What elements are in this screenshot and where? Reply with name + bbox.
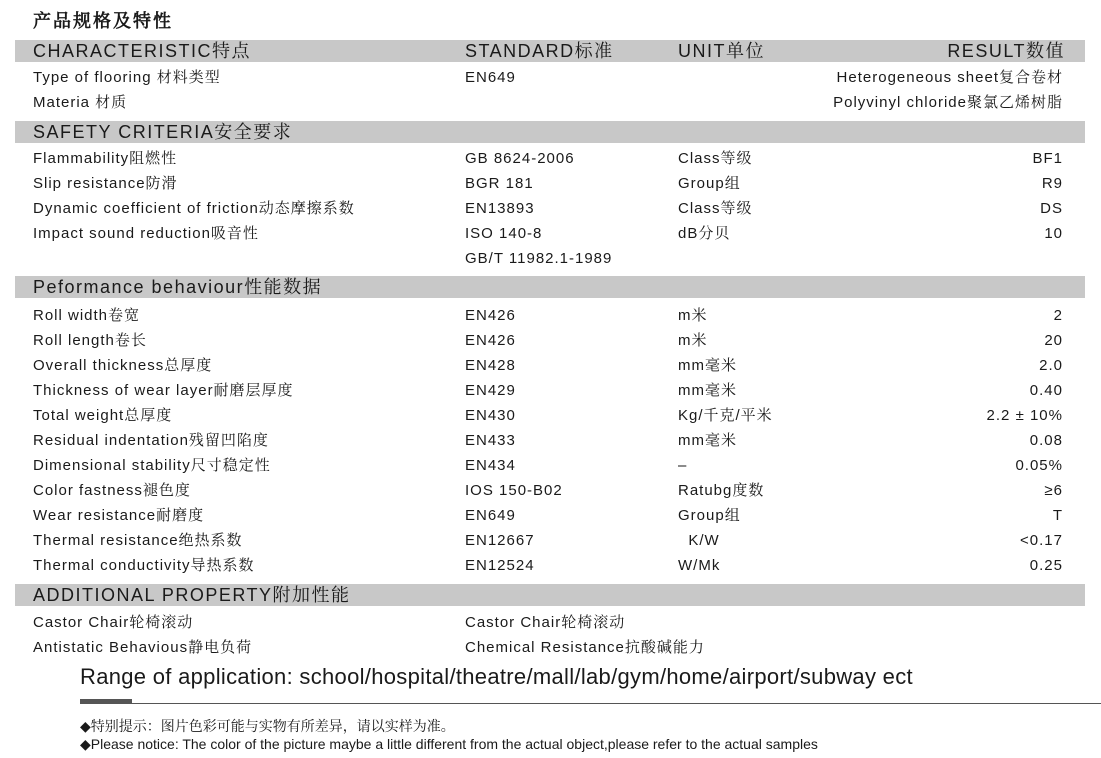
row-result: 2.0 <box>1039 357 1063 374</box>
header-characteristic: CHARACTERISTIC特点 <box>33 41 252 61</box>
additional-left: Castor Chair轮椅滚动 <box>33 614 194 631</box>
row-characteristic: Thickness of wear layer耐磨层厚度 <box>33 382 294 399</box>
row-standard: EN649 <box>465 507 516 524</box>
row-unit: mm毫米 <box>678 357 737 374</box>
row-unit: – <box>678 457 688 474</box>
header-standard: STANDARD标准 <box>465 41 614 61</box>
row-characteristic: Roll length卷长 <box>33 332 147 349</box>
table-row <box>0 328 1101 353</box>
notice-english: ◆Please notice: The color of the picture maybe a little different from the actual object,please refer to the actual samples <box>80 736 818 752</box>
section-title: Peformance behaviour性能数据 <box>33 277 323 297</box>
section-title: ADDITIONAL PROPERTY附加性能 <box>33 585 351 605</box>
table-row <box>0 171 1101 196</box>
row-result: 2.2 ± 10% <box>986 407 1063 424</box>
row-characteristic: Overall thickness总厚度 <box>33 357 213 374</box>
table-row <box>0 428 1101 453</box>
table-row <box>0 503 1101 528</box>
row-result: 0.25 <box>1029 557 1063 574</box>
row-standard: EN434 <box>465 457 516 474</box>
table-row <box>0 610 1101 635</box>
row-standard: IOS 150-B02 <box>465 482 563 499</box>
column-header-bar <box>15 40 1085 62</box>
row-standard: EN12524 <box>465 557 535 574</box>
section-header-safety <box>15 121 1085 143</box>
spec-row-material <box>0 90 1101 115</box>
section-header-additional <box>15 584 1085 606</box>
table-row <box>0 635 1101 660</box>
divider-line <box>80 703 1101 704</box>
row-result: 0.08 <box>1029 432 1063 449</box>
row-standard: EN649 <box>465 69 516 86</box>
row-standard: BGR 181 <box>465 175 534 192</box>
header-result: RESULT数值 <box>947 41 1065 61</box>
row-standard: GB 8624-2006 <box>465 150 575 167</box>
row-standard: EN426 <box>465 332 516 349</box>
table-row <box>0 146 1101 171</box>
row-result: <0.17 <box>1020 532 1063 549</box>
row-result: R9 <box>1041 175 1063 192</box>
table-row <box>0 453 1101 478</box>
row-result: 20 <box>1044 332 1063 349</box>
table-row <box>0 403 1101 428</box>
spec-row-flooring-type <box>0 65 1101 90</box>
row-result: 10 <box>1044 225 1063 242</box>
row-unit: W/Mk <box>678 557 721 574</box>
table-row <box>0 528 1101 553</box>
row-unit: m米 <box>678 307 708 324</box>
row-unit: mm毫米 <box>678 432 737 449</box>
row-unit: mm毫米 <box>678 382 737 399</box>
row-result: 2 <box>1053 307 1063 324</box>
row-unit: Kg/千克/平米 <box>678 407 773 424</box>
row-standard: GB/T 11982.1-1989 <box>465 250 613 267</box>
row-characteristic: Dimensional stability尺寸稳定性 <box>33 457 271 474</box>
row-result: BF1 <box>1032 150 1063 167</box>
additional-right: Chemical Resistance抗酸碱能力 <box>465 639 705 656</box>
row-standard: EN430 <box>465 407 516 424</box>
notice-chinese: ◆特别提示：图片色彩可能与实物有所差异，请以实样为准。 <box>80 718 455 734</box>
row-result: 0.05% <box>1015 457 1063 474</box>
table-row <box>0 196 1101 221</box>
row-standard: ISO 140-8 <box>465 225 543 242</box>
row-characteristic: Wear resistance耐磨度 <box>33 507 205 524</box>
page-title: 产品规格及特性 <box>33 11 173 31</box>
row-characteristic: Impact sound reduction吸音性 <box>33 225 259 242</box>
divider-accent <box>80 699 132 704</box>
row-unit: Ratubg度数 <box>678 482 765 499</box>
table-row <box>0 246 1101 271</box>
row-unit: Group组 <box>678 175 741 192</box>
table-row <box>0 353 1101 378</box>
row-characteristic: Total weight总厚度 <box>33 407 173 424</box>
row-unit: dB分贝 <box>678 225 731 242</box>
row-result: Heterogeneous sheet复合卷材 <box>836 69 1063 86</box>
row-characteristic: Color fastness褪色度 <box>33 482 191 499</box>
row-unit: Class等级 <box>678 150 753 167</box>
row-characteristic: Thermal resistance绝热系数 <box>33 532 243 549</box>
row-result: DS <box>1040 200 1063 217</box>
row-unit: K/W <box>678 532 720 549</box>
row-characteristic: Flammability阻燃性 <box>33 150 178 167</box>
row-unit: Class等级 <box>678 200 753 217</box>
section-title: SAFETY CRITERIA安全要求 <box>33 122 293 142</box>
row-standard: EN429 <box>465 382 516 399</box>
row-result: ≥6 <box>1044 482 1063 499</box>
row-standard: EN13893 <box>465 200 535 217</box>
row-result: Polyvinyl chloride聚氯乙烯树脂 <box>833 94 1063 111</box>
row-unit: m米 <box>678 332 708 349</box>
row-characteristic: Thermal conductivity导热系数 <box>33 557 255 574</box>
additional-right: Castor Chair轮椅滚动 <box>465 614 626 631</box>
row-characteristic: Residual indentation残留凹陷度 <box>33 432 269 449</box>
row-characteristic: Roll width卷宽 <box>33 307 141 324</box>
header-unit: UNIT单位 <box>678 41 765 61</box>
row-characteristic: Dynamic coefficient of friction动态摩擦系数 <box>33 200 355 217</box>
table-row <box>0 303 1101 328</box>
table-row <box>0 221 1101 246</box>
additional-left: Antistatic Behavious静电负荷 <box>33 639 253 656</box>
row-standard: EN12667 <box>465 532 535 549</box>
row-standard: EN428 <box>465 357 516 374</box>
row-characteristic: Materia 材质 <box>33 94 128 111</box>
row-characteristic: Type of flooring 材料类型 <box>33 69 221 86</box>
row-result: T <box>1052 507 1063 524</box>
row-standard: EN433 <box>465 432 516 449</box>
row-characteristic: Slip resistance防滑 <box>33 175 178 192</box>
table-row <box>0 378 1101 403</box>
row-standard: EN426 <box>465 307 516 324</box>
table-row <box>0 478 1101 503</box>
row-result: 0.40 <box>1029 382 1063 399</box>
section-header-performance <box>15 276 1085 298</box>
range-of-application: Range of application: school/hospital/theatre/mall/lab/gym/home/airport/subway ect <box>80 664 913 689</box>
table-row <box>0 553 1101 578</box>
row-unit: Group组 <box>678 507 741 524</box>
